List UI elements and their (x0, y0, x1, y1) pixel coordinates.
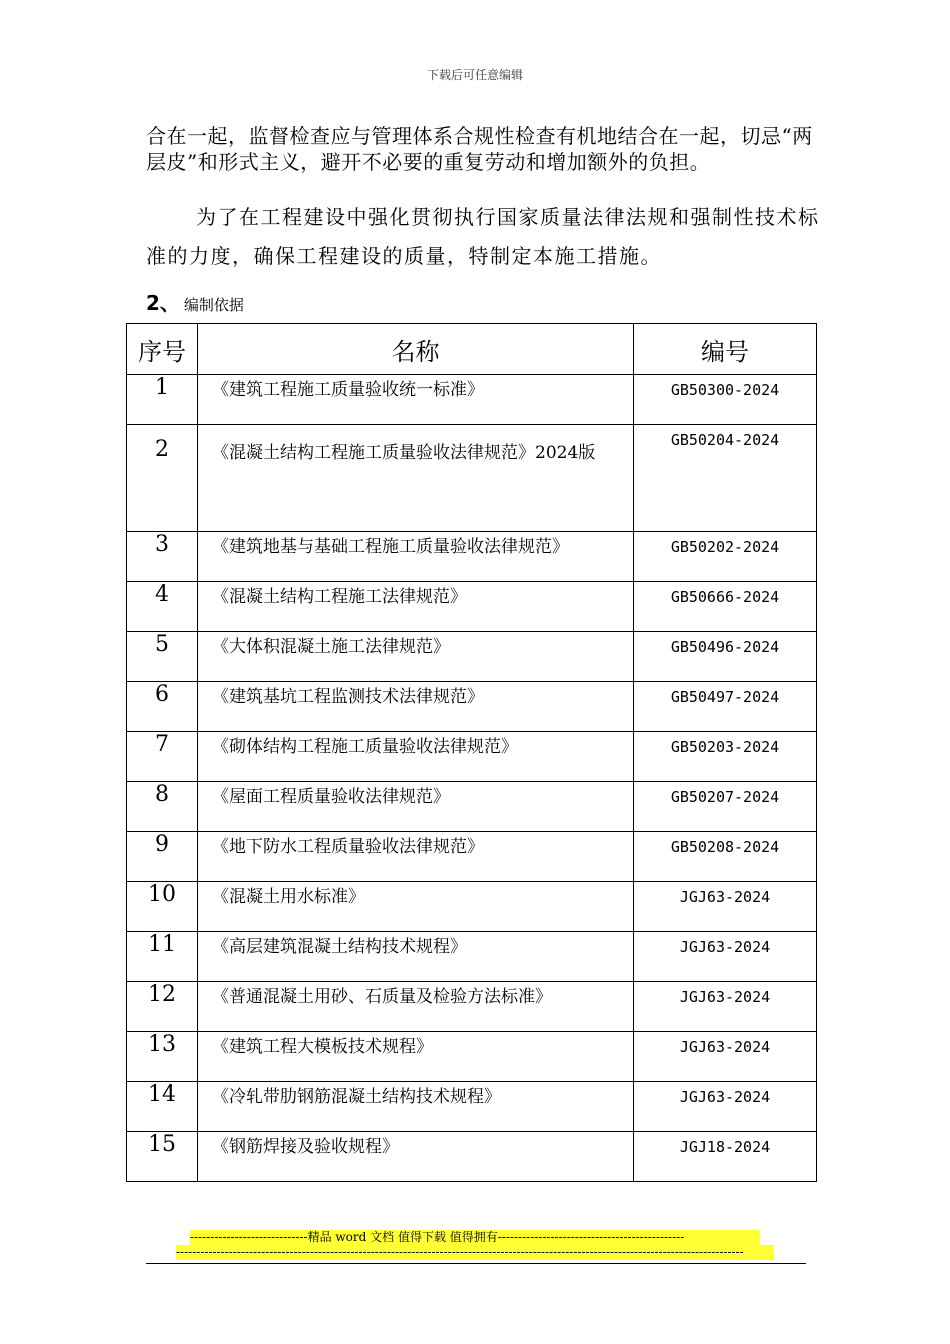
row-name: 《混凝土结构工程施工质量验收法律规范》2024版 (198, 425, 634, 532)
table-row (127, 532, 817, 582)
row-name: 《砌体结构工程施工质量验收法律规范》 (198, 732, 634, 782)
row-index: 2 (127, 425, 198, 532)
row-name: 《大体积混凝土施工法律规范》 (198, 632, 634, 682)
table-row (127, 375, 817, 425)
row-code: GB50203-2024 (634, 732, 817, 782)
table-row (127, 1082, 817, 1132)
footer-banner: -----------------------------精品 word 文档 值得下载 值得拥有---------------------------------------------- (190, 1230, 760, 1245)
row-index: 9 (127, 832, 198, 882)
section-heading (146, 287, 244, 316)
footer-rule (146, 1263, 806, 1264)
row-name: 《普通混凝土用砂、石质量及检验方法标准》 (198, 982, 634, 1032)
table-row (127, 682, 817, 732)
row-name: 《屋面工程质量验收法律规范》 (198, 782, 634, 832)
row-index: 12 (127, 982, 198, 1032)
row-code: GB50496-2024 (634, 632, 817, 682)
row-index: 15 (127, 1132, 198, 1182)
table-row (127, 732, 817, 782)
row-name: 《混凝土结构工程施工法律规范》 (198, 582, 634, 632)
row-code: GB50204-2024 (634, 425, 817, 532)
row-name: 《地下防水工程质量验收法律规范》 (198, 832, 634, 882)
row-code: JGJ63-2024 (634, 1032, 817, 1082)
row-name: 《混凝土用水标准》 (198, 882, 634, 932)
row-name: 《钢筋焊接及验收规程》 (198, 1132, 634, 1182)
body-paragraph-1: 合在一起，监督检查应与管理体系合规性检查有机地结合在一起，切忌“两层皮”和形式主义，避开不必要的重复劳动和增加额外的负担。 (146, 124, 813, 174)
row-index: 4 (127, 582, 198, 632)
row-code: GB50202-2024 (634, 532, 817, 582)
header-index: 序号 (127, 324, 198, 375)
row-code: GB50300-2024 (634, 375, 817, 425)
table-header-row (127, 324, 817, 375)
header-code: 编号 (634, 324, 817, 375)
table-row (127, 782, 817, 832)
section-number: 2、 (146, 291, 180, 315)
table-row (127, 1132, 817, 1182)
table-row (127, 632, 817, 682)
footer-dash-line: -------------------------------------------------------------------------------------------------------------------------------------------- (176, 1245, 774, 1260)
row-index: 7 (127, 732, 198, 782)
table-row (127, 932, 817, 982)
table-row (127, 425, 817, 532)
table-row (127, 1032, 817, 1082)
row-index: 8 (127, 782, 198, 832)
basis-table (126, 323, 817, 1182)
row-code: GB50208-2024 (634, 832, 817, 882)
row-code: GB50207-2024 (634, 782, 817, 832)
row-index: 14 (127, 1082, 198, 1132)
row-name: 《建筑基坑工程监测技术法律规范》 (198, 682, 634, 732)
row-index: 1 (127, 375, 198, 425)
row-code: GB50666-2024 (634, 582, 817, 632)
row-index: 3 (127, 532, 198, 582)
row-name: 《建筑工程施工质量验收统一标准》 (198, 375, 634, 425)
table-row (127, 582, 817, 632)
row-code: GB50497-2024 (634, 682, 817, 732)
body-paragraph-2: 为了在工程建设中强化贯彻执行国家质量法律法规和强制性技术标准的力度，确保工程建设的质量，特制定本施工措施。 (146, 205, 820, 268)
row-name: 《高层建筑混凝土结构技术规程》 (198, 932, 634, 982)
row-index: 5 (127, 632, 198, 682)
table-row (127, 882, 817, 932)
header-name: 名称 (198, 324, 634, 375)
section-title: 编制依据 (183, 296, 244, 314)
header-note: 下载后可任意编辑 (426, 68, 523, 82)
row-name: 《建筑地基与基础工程施工质量验收法律规范》 (198, 532, 634, 582)
row-code: JGJ18-2024 (634, 1132, 817, 1182)
row-index: 10 (127, 882, 198, 932)
table-body (127, 375, 817, 1182)
row-code: JGJ63-2024 (634, 982, 817, 1032)
row-code: JGJ63-2024 (634, 1082, 817, 1132)
row-code: JGJ63-2024 (634, 932, 817, 982)
row-name: 《建筑工程大模板技术规程》 (198, 1032, 634, 1082)
table-row (127, 982, 817, 1032)
table-row (127, 832, 817, 882)
row-index: 11 (127, 932, 198, 982)
row-code: JGJ63-2024 (634, 882, 817, 932)
row-name: 《冷轧带肋钢筋混凝土结构技术规程》 (198, 1082, 634, 1132)
row-index: 13 (127, 1032, 198, 1082)
row-index: 6 (127, 682, 198, 732)
